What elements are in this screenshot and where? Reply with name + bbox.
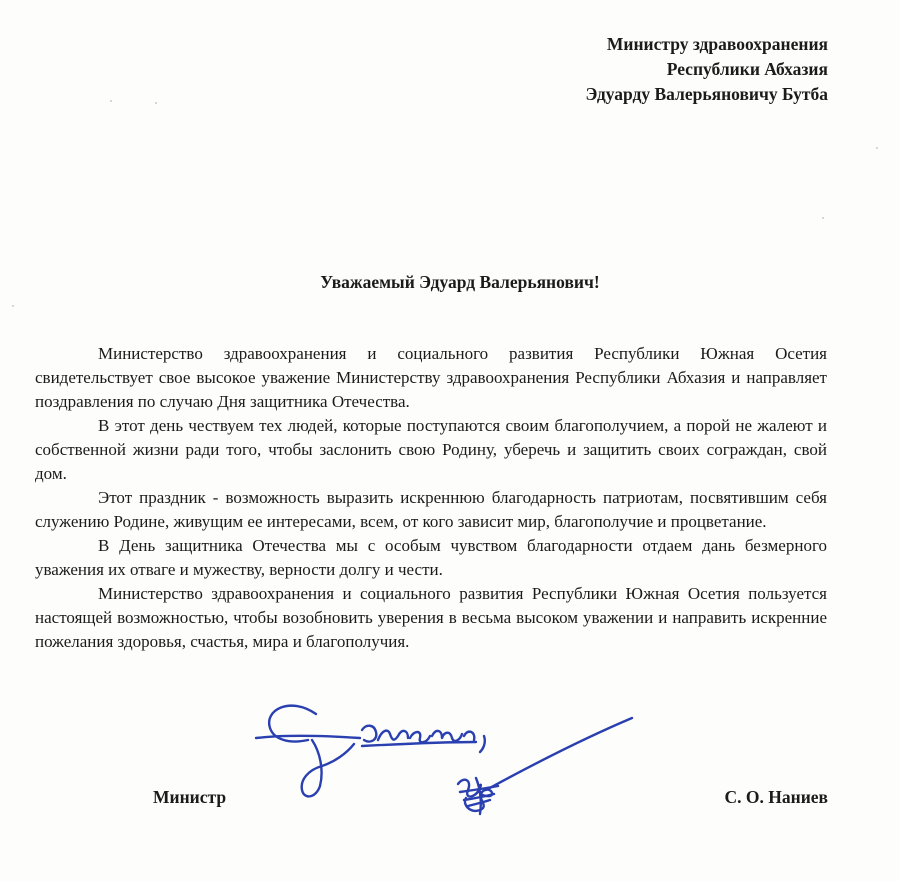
signer-title: Министр xyxy=(153,787,227,807)
scan-speck xyxy=(876,147,878,149)
addressee-line-3: Эдуарду Валерьяновичу Бутба xyxy=(585,84,828,104)
paragraph-4: В День защитника Отечества мы с особым чувством благодарности отдаем дань безмерного уважения их отваге и мужеству, верности долгу и чести. xyxy=(35,536,827,579)
addressee-line-2: Республики Абхазия xyxy=(666,59,828,79)
signature-drawing xyxy=(250,700,650,850)
addressee-block xyxy=(585,32,828,107)
paragraph-1: Министерство здравоохранения и социального развития Республики Южная Осетия свидетельствует свое высокое уважение Министерству здравоохранения Республики Абхазия и направляет поздравления по случаю Дня защитника Отечества. xyxy=(35,344,827,411)
addressee-line-1: Министру здравоохранения xyxy=(606,34,828,54)
scan-speck xyxy=(12,305,14,307)
scan-speck xyxy=(155,102,157,104)
letter-body xyxy=(35,342,827,654)
scan-speck xyxy=(822,217,824,219)
signer-name: С. О. Наниев xyxy=(724,787,828,807)
paragraph-2: В этот день чествуем тех людей, которые поступаются своим благополучием, а порой не жалеют и собственной жизни ради того, чтобы заслонить свою Родину, уберечь и защитить своих сограждан, свой дом. xyxy=(35,416,827,483)
paragraph-3: Этот праздник - возможность выразить искреннюю благодарность патриотам, посвятившим себя служению Родине, живущим ее интересами, всем, от кого зависит мир, благополучие и процветание. xyxy=(35,488,827,531)
handwritten-signature xyxy=(250,700,650,850)
salutation: Уважаемый Эдуард Валерьянович! xyxy=(320,272,600,292)
scan-speck xyxy=(110,100,112,102)
paragraph-5: Министерство здравоохранения и социального развития Республики Южная Осетия пользуется настоящей возможностью, чтобы возобновить уверения в весьма высоком уважении и направить искренние пожелания здоровья, счастья, мира и благополучия. xyxy=(35,584,827,651)
